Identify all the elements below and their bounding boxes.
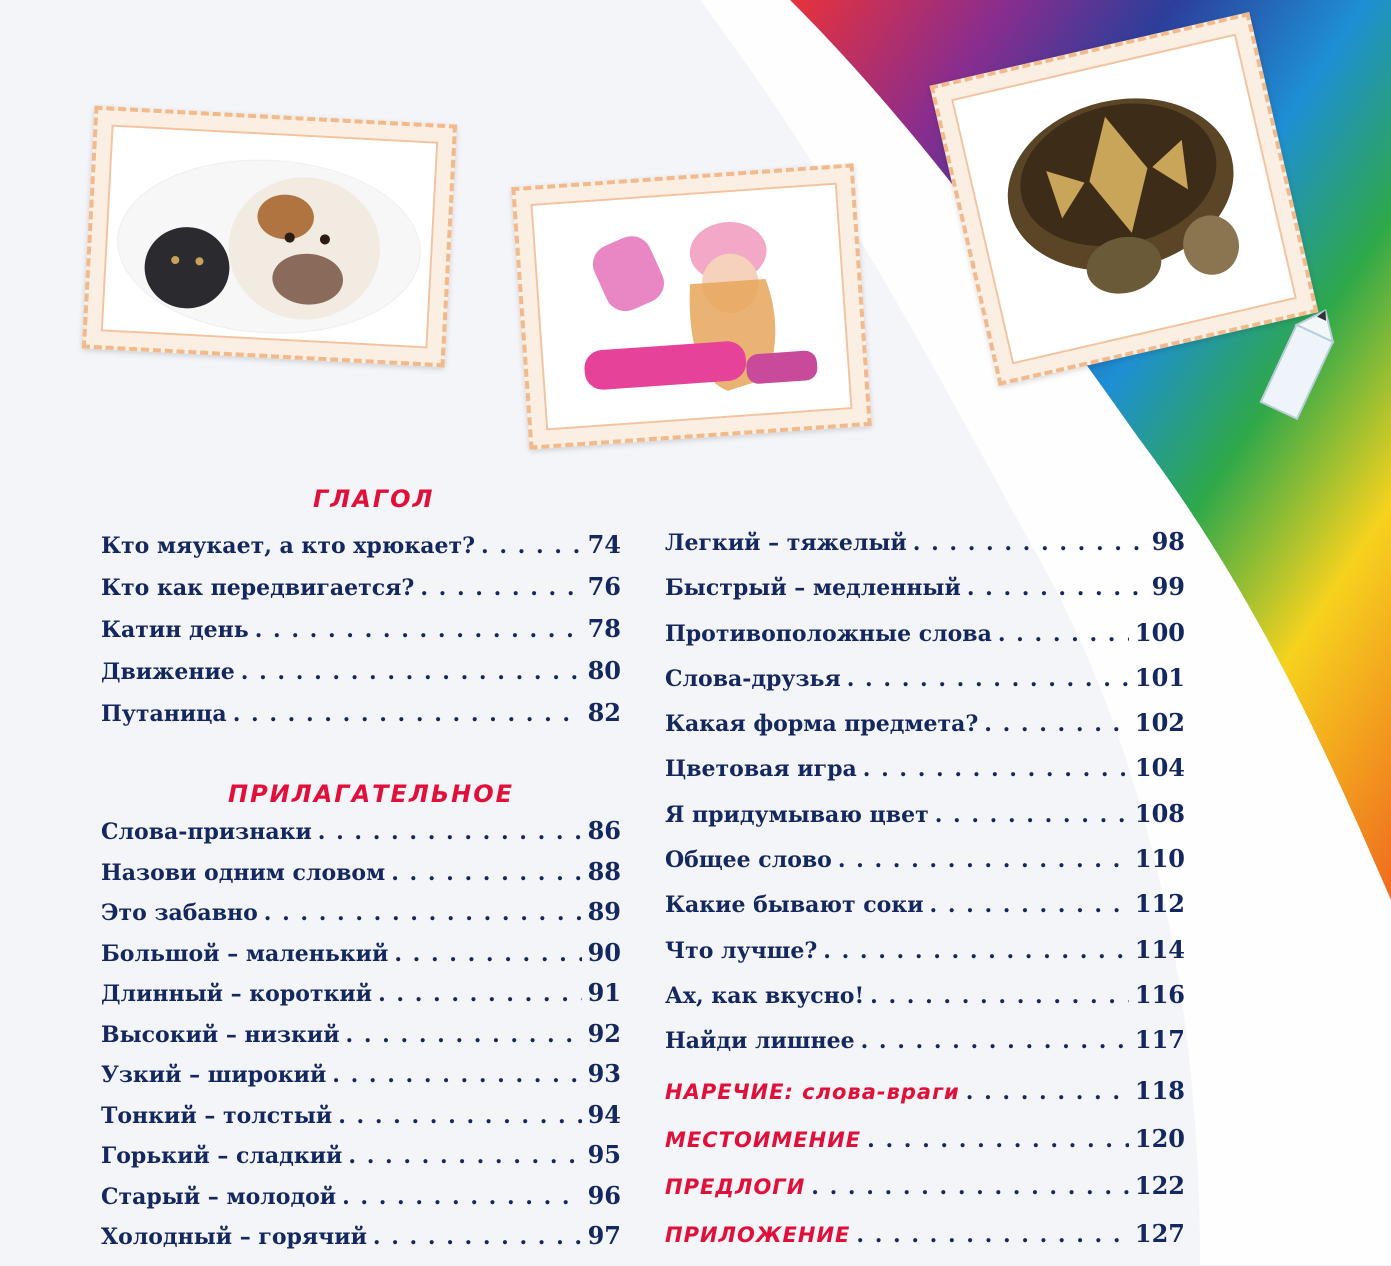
toc-row-label: Назови одним словом [101,860,385,886]
toc-row-label: Легкий – тяжелый [665,530,907,556]
section-title-prepositions: ПРЕДЛОГИ [665,1175,805,1199]
toc-row-page: 114 [1135,935,1185,964]
toc-row-label: Старый – молодой [101,1184,336,1210]
leader-dots [847,666,1129,692]
toc-row[interactable] [101,1100,621,1141]
toc-row-page: 120 [1135,1124,1185,1153]
toc-row-label: Какая форма предмета? [665,711,978,737]
toc-row[interactable] [665,1025,1185,1070]
toc-row[interactable] [665,935,1185,980]
kitten-and-bulldog-photo [103,127,436,347]
toc-row[interactable] [101,1140,621,1181]
toc-adjective-continued [665,527,1185,1071]
leader-dots [342,1184,582,1210]
section-title-appendix: ПРИЛОЖЕНИЕ [665,1223,850,1247]
section-title-verb: ГЛАГОЛ [313,485,434,513]
leader-dots [984,711,1129,737]
toc-row-page: 92 [588,1019,621,1048]
toc-row-page: 112 [1135,889,1185,918]
toc-row-page: 99 [1152,572,1185,601]
toc-row-label: Высокий – низкий [101,1022,340,1048]
toc-row[interactable] [665,572,1185,617]
toc-row[interactable] [665,799,1185,844]
leader-dots [863,756,1129,782]
toc-row[interactable] [101,978,621,1019]
toc-row[interactable] [665,527,1185,572]
leader-dots [930,892,1129,918]
leader-dots [346,1022,582,1048]
toc-row-label: Кто мяукает, а кто хрюкает? [101,533,475,559]
leader-dots [332,1062,581,1088]
leader-dots [838,847,1129,873]
toc-row[interactable] [665,889,1185,934]
leader-dots [856,1222,1129,1248]
toc-row-label: Катин день [101,617,249,643]
toc-row-page: 116 [1135,980,1185,1009]
section-title-adverb: НАРЕЧИЕ: слова-враги [665,1080,960,1104]
toc-row-page: 108 [1135,799,1185,828]
toc-row-label: Какие бывают соки [665,892,924,918]
leader-dots [481,533,582,559]
toc-row-label: Я придумываю цвет [665,802,929,828]
leader-dots [233,701,582,727]
leader-dots [811,1174,1129,1200]
toc-row-page: 86 [588,816,621,845]
toc-row-page: 89 [588,897,621,926]
toc-row-page: 80 [588,656,621,685]
toc-row-page: 74 [588,530,621,559]
leader-dots [255,617,582,643]
toc-row-label: Горький – сладкий [101,1143,342,1169]
leader-dots [394,941,581,967]
toc-row[interactable] [101,816,621,857]
toc-row[interactable] [101,614,621,656]
toc-row-label: Общее слово [665,847,832,873]
section-title-pronoun: МЕСТОИМЕНИЕ [665,1128,861,1152]
leader-dots [967,575,1146,601]
toc-row-label: Это забавно [101,900,258,926]
toc-row-page: 101 [1135,663,1185,692]
toc-row-label: Путаница [101,701,227,727]
toc-row[interactable] [101,656,621,698]
toc-row-page: 100 [1135,618,1185,647]
toc-row[interactable] [665,980,1185,1025]
toc-row-label: Слова-признаки [101,819,312,845]
toc-row[interactable] [101,938,621,979]
leader-dots [348,1143,581,1169]
leader-dots [318,819,582,845]
toc-row-label: Узкий – широкий [101,1062,326,1088]
leader-dots [867,1127,1129,1153]
toc-row-page: 88 [588,857,621,886]
toc-row-label: Длинный – короткий [101,981,372,1007]
toc-row[interactable] [101,897,621,938]
stamp-girl [511,163,872,449]
toc-row[interactable] [665,663,1185,708]
toc-row[interactable] [101,1059,621,1100]
toc-row-label: Тонкий – толстый [101,1103,332,1129]
toc-row-pronoun[interactable] [665,1124,1185,1172]
toc-row-page: 98 [1152,527,1185,556]
toc-row-page: 102 [1135,708,1185,737]
toc-row-page: 104 [1135,753,1185,782]
toc-row-page: 122 [1135,1171,1185,1200]
leader-dots [264,900,582,926]
toc-row-page: 76 [588,572,621,601]
leader-dots [913,530,1146,556]
stamp-kitten-bulldog [82,106,457,368]
toc-row-appendix[interactable] [665,1219,1185,1266]
toc-adjective [101,816,621,1262]
pencil-icon [1250,300,1350,430]
toc-row[interactable] [665,708,1185,753]
leader-dots [378,981,582,1007]
toc-row[interactable] [665,844,1185,889]
toc-row-page: 91 [588,978,621,1007]
toc-row-label: Цветовая игра [665,756,857,782]
toc-row-page: 95 [588,1140,621,1169]
toc-row[interactable] [101,1181,621,1222]
toc-row[interactable] [665,618,1185,663]
toc-row-label: Слова-друзья [665,666,841,692]
toc-row-page: 118 [1135,1076,1185,1105]
toc-row-label: Ах, как вкусно! [665,983,864,1009]
toc-row-prepositions[interactable] [665,1171,1185,1219]
toc-row-page: 127 [1135,1219,1185,1248]
leader-dots [870,983,1129,1009]
leader-dots [241,659,582,685]
toc-row-page: 117 [1135,1025,1185,1054]
toc-row[interactable] [101,857,621,898]
leader-dots [391,860,581,886]
toc-row-label: Быстрый – медленный [665,575,961,601]
toc-row-label: Что лучше? [665,938,817,964]
girl-in-roller-gear-photo [533,185,851,429]
toc-row-label: Холодный – горячий [101,1224,367,1250]
toc-row-page: 110 [1135,844,1185,873]
toc-row-page: 96 [588,1181,621,1210]
toc-row[interactable] [101,698,621,740]
toc-row-page: 94 [588,1100,621,1129]
toc-row-adverb[interactable] [665,1076,1185,1124]
leader-dots [861,1028,1129,1054]
toc-row[interactable] [665,753,1185,798]
leader-dots [373,1224,582,1250]
toc-row-page: 82 [588,698,621,727]
toc-row-label: Большой – маленький [101,941,388,967]
toc-row[interactable] [101,530,621,572]
toc-row[interactable] [101,1019,621,1060]
toc-row-page: 78 [588,614,621,643]
toc-row-label: Кто как передвигается? [101,575,414,601]
leader-dots [338,1103,581,1129]
toc-other-sections [665,1076,1185,1266]
toc-row[interactable] [101,572,621,614]
toc-row-page: 90 [588,938,621,967]
toc-row-label: Противоположные слова [665,621,992,647]
toc-row[interactable] [101,1221,621,1262]
toc-row-label: Найди лишнее [665,1028,855,1054]
leader-dots [998,621,1129,647]
section-title-adjective: ПРИЛАГАТЕЛЬНОЕ [228,780,514,808]
tortoise-photo [954,36,1295,362]
toc-row-label: Движение [101,659,235,685]
leader-dots [823,938,1129,964]
toc-row-page: 93 [588,1059,621,1088]
leader-dots [420,575,581,601]
leader-dots [935,802,1129,828]
toc-row-page: 97 [588,1221,621,1250]
leader-dots [966,1079,1129,1105]
toc-verb [101,530,621,740]
